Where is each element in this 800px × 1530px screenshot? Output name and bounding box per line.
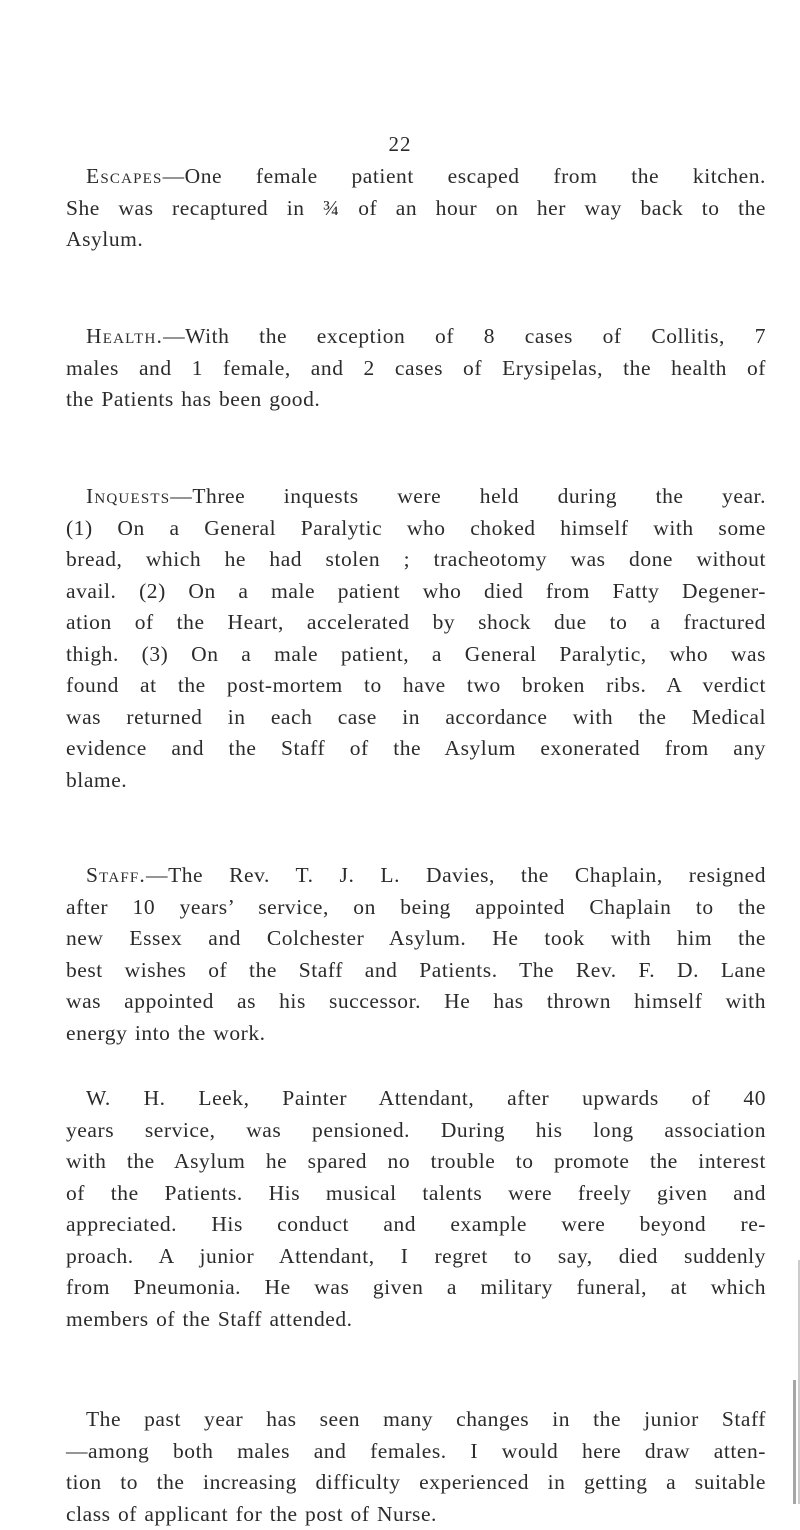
paragraph-line: bread, which he had stolen ; tracheotomy was done without — [66, 544, 766, 576]
paragraph-line: found at the post-mortem to have two broken ribs. A verdict — [66, 670, 766, 702]
paragraph-line: proach. A junior Attendant, I regret to say, died suddenly — [66, 1241, 766, 1273]
paragraph-line: males and 1 female, and 2 cases of Erysipelas, the health of — [66, 353, 766, 385]
paragraph-line: (1) On a General Paralytic who choked himself with some — [66, 513, 766, 545]
paragraph-changes — [66, 1404, 766, 1530]
section-heading-staff: Staff. — [86, 863, 146, 887]
paragraph-line: She was recaptured in ¾ of an hour on her way back to the — [66, 193, 766, 225]
paragraph-line: Health.—With the exception of 8 cases of Collitis, 7 — [66, 321, 766, 353]
paragraph-staff — [66, 860, 766, 1049]
paragraph-line: appreciated. His conduct and example were beyond re- — [66, 1209, 766, 1241]
paragraph-line: Asylum. — [66, 224, 766, 256]
paragraph-line: thigh. (3) On a male patient, a General Paralytic, who was — [66, 639, 766, 671]
page-number: 22 — [0, 132, 800, 157]
paragraph-line: ation of the Heart, accelerated by shock due to a fractured — [66, 607, 766, 639]
paragraph-line: —among both males and females. I would here draw atten- — [66, 1436, 766, 1468]
paragraph-line: new Essex and Colchester Asylum. He took with him the — [66, 923, 766, 955]
paragraph-line: was returned in each case in accordance with the Medical — [66, 702, 766, 734]
paragraph-line: Inquests—Three inquests were held during the year. — [66, 481, 766, 513]
paragraph-line: energy into the work. — [66, 1018, 766, 1050]
section-heading-escapes: Escapes — [86, 164, 163, 188]
paragraph-line: after 10 years’ service, on being appointed Chaplain to the — [66, 892, 766, 924]
paragraph-line: W. H. Leek, Painter Attendant, after upwards of 40 — [66, 1083, 766, 1115]
paragraph-line: years service, was pensioned. During his long association — [66, 1115, 766, 1147]
paragraph-inquests — [66, 481, 766, 796]
paragraph-line: the Patients has been good. — [66, 384, 766, 416]
paragraph-line: class of applicant for the post of Nurse. — [66, 1499, 766, 1530]
section-heading-health: Health. — [86, 324, 163, 348]
scan-edge-mark — [793, 1380, 796, 1504]
paragraph-line: The past year has seen many changes in the junior Staff — [66, 1404, 766, 1436]
paragraph-leek — [66, 1083, 766, 1335]
paragraph-line: avail. (2) On a male patient who died from Fatty Degener- — [66, 576, 766, 608]
paragraph-health — [66, 321, 766, 416]
paragraph-line: from Pneumonia. He was given a military funeral, at which — [66, 1272, 766, 1304]
paragraph-line: evidence and the Staff of the Asylum exonerated from any — [66, 733, 766, 765]
section-heading-inquests: Inquests — [86, 484, 170, 508]
paragraph-line: with the Asylum he spared no trouble to promote the interest — [66, 1146, 766, 1178]
paragraph-line: Escapes—One female patient escaped from the kitchen. — [66, 161, 766, 193]
paragraph-line: tion to the increasing difficulty experienced in getting a suitable — [66, 1467, 766, 1499]
paragraph-line: best wishes of the Staff and Patients. The Rev. F. D. Lane — [66, 955, 766, 987]
paragraph-line: Staff.—The Rev. T. J. L. Davies, the Chaplain, resigned — [66, 860, 766, 892]
paragraph-escapes — [66, 161, 766, 256]
paragraph-line: members of the Staff attended. — [66, 1304, 766, 1336]
paragraph-line: was appointed as his successor. He has thrown himself with — [66, 986, 766, 1018]
paragraph-line: blame. — [66, 765, 766, 797]
paragraph-line: of the Patients. His musical talents were freely given and — [66, 1178, 766, 1210]
